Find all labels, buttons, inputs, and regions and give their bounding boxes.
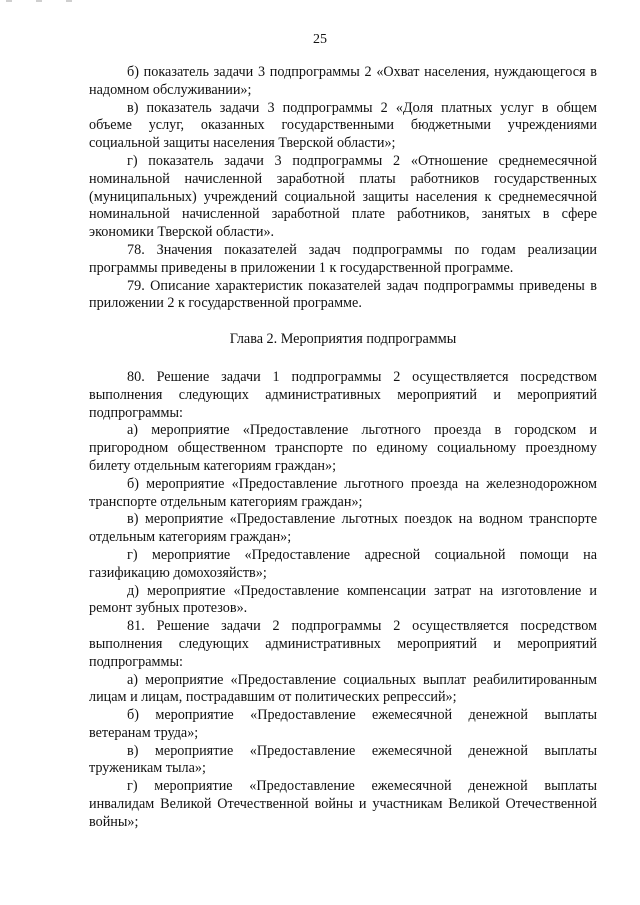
chapter-heading: Глава 2. Мероприятия подпрограммы xyxy=(229,331,457,348)
list-item: б) мероприятие «Предоставление ежемесячной денежной выплаты ветеранам труда»; xyxy=(89,707,597,741)
document-body xyxy=(89,64,597,832)
paragraph: б) показатель задачи 3 подпрограммы 2 «Охват населения, нуждающегося в надомном обслуживании»; xyxy=(89,64,597,98)
paragraph: 79. Описание характеристик показателей задач подпрограммы приведены в приложении 2 к государственной программе. xyxy=(89,277,597,312)
list-item: б) мероприятие «Предоставление льготного проезда на железнодорожном транспорте отдельным категориям граждан»; xyxy=(89,475,597,510)
paragraph: 80. Решение задачи 1 подпрограммы 2 осуществляется посредством выполнения следующих административных мероприятий и мероприятий подпрограммы: xyxy=(89,368,597,421)
scan-artifact xyxy=(66,0,72,2)
list-item: а) мероприятие «Предоставление льготного проезда в городском и пригородном общественном транспорте по единому социальному проездному билету отдельным категориям граждан»; xyxy=(89,422,597,474)
paragraph: 81. Решение задачи 2 подпрограммы 2 осуществляется посредством выполнения следующих административных мероприятий и мероприятий подпрограммы: xyxy=(89,618,597,670)
paragraph: в) показатель задачи 3 подпрограммы 2 «Доля платных услуг в общем объеме услуг, оказанных государственными бюджетными учреждениями социальной защиты населения Тверской области»; xyxy=(89,99,597,152)
scan-artifact xyxy=(6,0,12,2)
paragraph: 78. Значения показателей задач подпрограммы по годам реализации программы приведены в приложении 1 к государственной программе. xyxy=(89,241,597,276)
list-item: г) мероприятие «Предоставление ежемесячной денежной выплаты инвалидам Великой Отечественной войны и участникам Великой Отечественной войны»; xyxy=(89,778,597,830)
list-item: в) мероприятие «Предоставление ежемесячной денежной выплаты труженикам тыла»; xyxy=(89,742,597,777)
list-item: г) мероприятие «Предоставление адресной социальной помощи на газификацию домохозяйств»; xyxy=(89,546,597,581)
list-item: в) мероприятие «Предоставление льготных поездок на водном транспорте отдельным категориям граждан»; xyxy=(89,511,597,546)
list-item: а) мероприятие «Предоставление социальных выплат реабилитированным лицам и лицам, пострадавшим от политических репрессий»; xyxy=(89,671,597,706)
page-number: 25 xyxy=(313,32,327,47)
scan-artifact xyxy=(36,0,42,2)
paragraph: г) показатель задачи 3 подпрограммы 2 «Отношение среднемесячной номинальной начисленной заработной платы работников государственных (муниципальных) учреждений социальной защиты населения к среднемесячной номинальной начисленной заработной плате работников, занятых в сфере экономики Тверской области». xyxy=(89,152,597,241)
list-item: д) мероприятие «Предоставление компенсации затрат на изготовление и ремонт зубных протезов». xyxy=(89,582,597,617)
